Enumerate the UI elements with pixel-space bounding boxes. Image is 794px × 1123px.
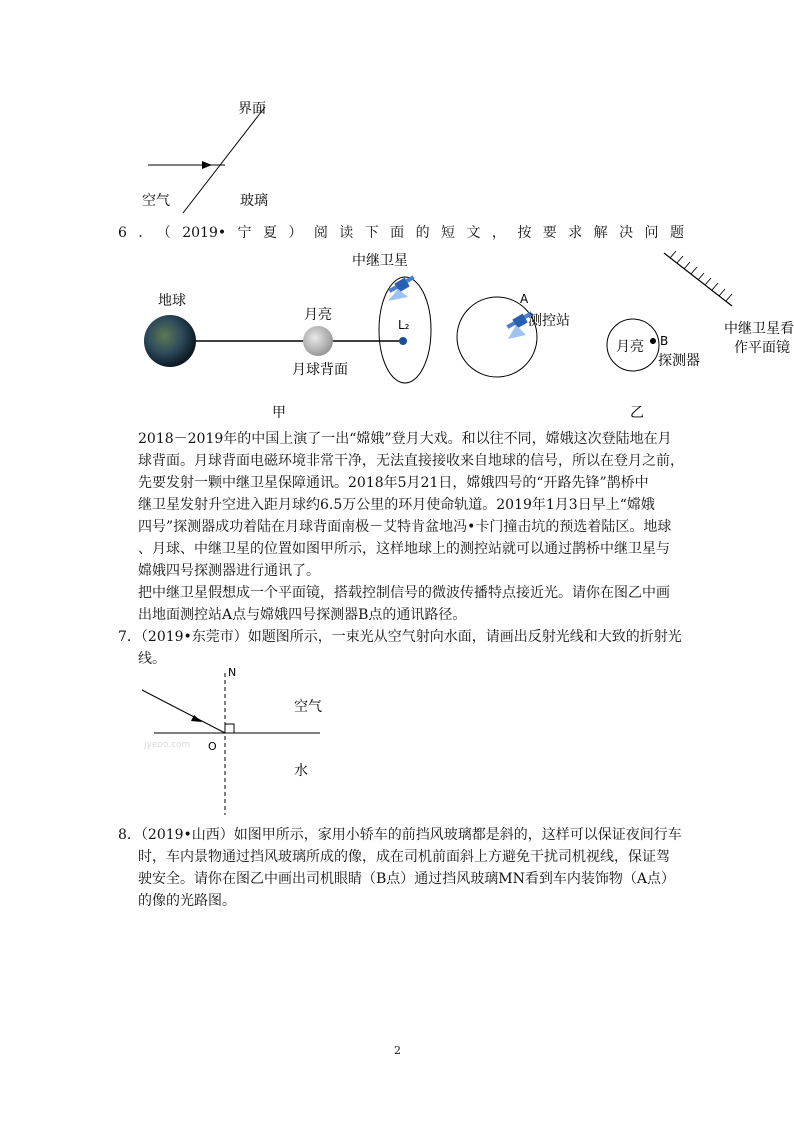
caption-jia: 甲 bbox=[272, 405, 286, 421]
q7-figure bbox=[130, 663, 350, 823]
right-angle-mark bbox=[225, 724, 234, 733]
relay-satellite-label: 中继卫星 bbox=[352, 253, 408, 269]
q6-line: 出地面测控站A点与嫦娥四号探测器B点的通讯路径。 bbox=[138, 607, 467, 623]
o-label: O bbox=[208, 740, 217, 753]
q8-line: 的像的光路图。 bbox=[138, 893, 236, 909]
moon-label: 月亮 bbox=[304, 307, 332, 323]
station-label: 测控站 bbox=[528, 313, 570, 329]
l2-label: L₂ bbox=[398, 318, 410, 332]
glass-label: 玻璃 bbox=[240, 193, 268, 209]
q6-line: 先要发射一颗中继卫星保障通讯。2018年5月21日，嫦娥四号的“开路先锋”鹊桥中 bbox=[138, 475, 649, 491]
moon-icon bbox=[303, 326, 333, 356]
q8-line: 时，车内景物通过挡风玻璃所成的像，成在司机前面斜上方避免干扰司机视线，保证驾 bbox=[138, 849, 670, 865]
earth-icon bbox=[144, 315, 196, 367]
q6-line: 、月球、中继卫星的位置如图甲所示，这样地球上的测控站就可以通过鹊桥中继卫星与 bbox=[138, 541, 670, 557]
detector-label: 探测器 bbox=[658, 353, 700, 369]
point-b bbox=[650, 338, 656, 344]
q6-header: 6．（2019•宁夏）阅读下面的短文，按要求解决问题 bbox=[118, 225, 684, 241]
arrow-icon bbox=[202, 161, 212, 169]
q6-line: 继卫星发射升空进入距月球约6.5万公里的环月使命轨道。2019年1月3日早上“嫦娥 bbox=[138, 497, 655, 513]
air-label: 空气 bbox=[294, 699, 322, 715]
q6-line: 四号”探测器成功着陆在月球背面南极－艾特肯盆地冯•卡门撞击坑的预选着陆区。地球 bbox=[138, 519, 672, 535]
q6-line: 嫦娥四号探测器进行通讯了。 bbox=[138, 563, 320, 579]
water-label: 水 bbox=[294, 763, 308, 779]
q6-line: 2018－2019年的中国上演了一出“嫦娥”登月大戏。和以往不同，嫦娥这次登陆地在月 bbox=[138, 431, 672, 447]
caption-yi: 乙 bbox=[630, 405, 644, 421]
watermark: jyeoo.com bbox=[144, 740, 191, 750]
l2-point bbox=[399, 337, 407, 345]
interface-figure bbox=[130, 95, 290, 220]
q6-figure bbox=[130, 245, 794, 425]
q7-line: 7．（2019•东莞市）如题图所示，一束光从空气射向水面，请画出反射光线和大致的折射光 bbox=[118, 629, 682, 645]
point-a-label: A bbox=[520, 292, 529, 306]
point-b-label: B bbox=[660, 334, 669, 348]
q7-line: 线。 bbox=[138, 651, 166, 667]
satellite-icon bbox=[388, 275, 415, 301]
far-side-label: 月球背面 bbox=[292, 362, 348, 378]
incident-ray bbox=[142, 690, 225, 733]
earth-label: 地球 bbox=[158, 293, 186, 309]
mirror-label-2: 作平面镜 bbox=[734, 340, 790, 356]
mirror-label-1: 中继卫星看 bbox=[724, 321, 794, 337]
interface-label: 界面 bbox=[238, 101, 266, 117]
air-label: 空气 bbox=[142, 193, 170, 209]
q6-line: 球背面。月球背面电磁环境非常干净，无法直接接收来自地球的信号，所以在登月之前， bbox=[138, 453, 684, 469]
plane-mirror bbox=[664, 251, 732, 306]
moon2-label: 月亮 bbox=[616, 339, 644, 355]
n-label: N bbox=[228, 666, 237, 679]
page-number: 2 bbox=[394, 1044, 401, 1057]
q8-line: 8．（2019•山西）如图甲所示，家用小轿车的前挡风玻璃都是斜的，这样可以保证夜间行车 bbox=[118, 827, 682, 843]
q8-line: 驶安全。请你在图乙中画出司机眼睛（B点）通过挡风玻璃MN看到车内装饰物（A点） bbox=[138, 871, 675, 887]
q6-line: 把中继卫星假想成一个平面镜，搭载控制信号的微波传播特点接近光。请你在图乙中画 bbox=[138, 585, 670, 601]
